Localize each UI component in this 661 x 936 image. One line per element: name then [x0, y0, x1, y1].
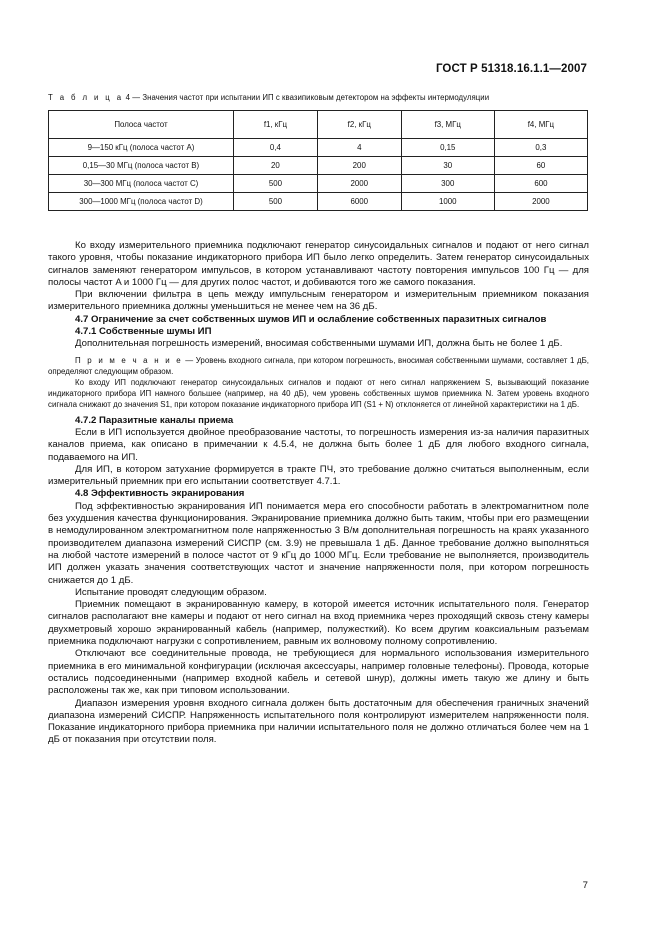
column-header: f3, МГц: [401, 111, 494, 139]
note-paragraph: Ко входу ИП подключают генератор синусоидальных сигналов и подают от него сигнал напряжением S, вызывающий показание индикаторного прибора ИП намного большее (например, на 40 дБ), чем уровень собственных шумов приемника N. Затем уровень входного сигнала снижают до значения S1, при котором показание индикаторного прибора ИП (S1 + N) отклоняется от линейной характеристики на 1 дБ.: [48, 378, 589, 410]
note: [48, 355, 589, 377]
table-cell: 300—1000 МГц (полоса частот D): [49, 193, 234, 211]
section-heading: 4.7 Ограничение за счет собственных шумов ИП и ослабление собственных паразитных сигналов: [75, 313, 547, 325]
note-text: — Уровень входного сигнала, при котором погрешность, вносимая собственными шумами, составляет 1 дБ, определяют следующим образом.: [48, 355, 589, 376]
column-header: f2, кГц: [317, 111, 401, 139]
table-cell: 300: [401, 175, 494, 193]
paragraph: Приемник помещают в экранированную камеру, в которой имеется источник испытательного поля. Генератор сигналов располагают вне камеры и подают от него сигнал на вход приемника через проходящий сквозь стену камеры двухметровый хорошо экранированный кабель (например, полужесткий). Ко всем другим коаксиальным разъемам приемника подключают нагрузки с сопротивлением, равным их волновому полному сопротивлению.: [48, 599, 589, 648]
subsection-heading: 4.7.1 Собственные шумы ИП: [75, 326, 212, 338]
paragraph: Ко входу измерительного приемника подключают генератор синусоидальных сигналов и подают от него сигнал такого уровня, чтобы показание индикаторного прибора ИП было легко определить. Затем генератор синусоидальных сигналов заменяют генератором импульсов, в котором устанавливают частоту повторения импульсов 100 Гц — для полосы частот A и 1000 Гц — для других полос частот, и добиваются того же самого показания.: [48, 240, 589, 288]
table-row: [49, 139, 588, 157]
table-cell: 600: [494, 175, 587, 193]
frequency-table: [48, 110, 588, 211]
table-caption-label: Т а б л и ц а: [48, 93, 124, 102]
table-cell: 200: [317, 157, 401, 175]
document-code: ГОСТ Р 51318.16.1.1—2007: [435, 63, 587, 75]
paragraph: Для ИП, в котором затухание формируется в тракте ПЧ, это требование должно считаться выполненным, если измерительный приемник при его испытании соответствует 4.7.1.: [48, 463, 589, 488]
paragraph: Испытание проводят следующим образом.: [75, 586, 267, 598]
column-header: f4, МГц: [494, 111, 587, 139]
table-cell: 20: [234, 157, 318, 175]
paragraph: Дополнительная погрешность измерений, вносимая собственными шумами ИП, должна быть не более 1 дБ.: [75, 338, 563, 350]
table-cell: 30: [401, 157, 494, 175]
table-row: [49, 175, 588, 193]
page-number: 7: [582, 880, 588, 891]
subsection-heading: 4.7.2 Паразитные каналы приема: [75, 414, 234, 426]
table-cell: 0,15: [401, 139, 494, 157]
table-cell: 500: [234, 193, 318, 211]
note-label: П р и м е ч а н и е: [75, 355, 183, 365]
paragraph: Отключают все соединительные провода, не требующиеся для нормального использования измерительного приемника в его минимальной конфигурации (исключая аксессуары, например головные телефоны). Провода, которые остались подсоединенными (например входной кабель и сетевой шнур), должны иметь такую же длину и быть расположены так же, как при типовом использовании.: [48, 648, 589, 697]
table-row: [49, 193, 588, 211]
table-cell: 1000: [401, 193, 494, 211]
column-header: Полоса частот: [49, 111, 234, 139]
paragraph: Если в ИП используется двойное преобразование частоты, то погрешность измерения из-за наличия паразитных каналов приема, как описано в примечании к 4.5.4, не должна быть более 1 дБ для любого входного сигнала, подаваемого на ИП.: [48, 426, 589, 463]
table-cell: 0,4: [234, 139, 318, 157]
paragraph: Под эффективностью экранирования ИП понимается мера его способности работать в электромагнитном поле без ухудшения качества функционирования. Экранирование приемника должно быть таким, чтобы при его размещении в немодулированном электромагнитном поле напряженностью 3 В/м дополнительная погрешность на краях указанного производителем диапазона измерений СИСПР (см. 3.9) не превышала 1 дБ. Данное требование должно выполняться на любой частоте измерений в полосе частот от 9 кГц до 1000 МГц. Если требование не выполняется, производитель ИП должен указать значения соответствующих частот и значение напряженности поля, при котором погрешность снижается до 1 дБ.: [48, 500, 589, 586]
column-header: f1, кГц: [234, 111, 318, 139]
table-cell: 6000: [317, 193, 401, 211]
table-caption-text: 4 — Значения частот при испытании ИП с квазипиковым детектором на эффекты интермодуляции: [123, 93, 490, 102]
section-heading: 4.8 Эффективность экранирования: [75, 488, 245, 500]
table-cell: 2000: [494, 193, 587, 211]
table-row: [49, 157, 588, 175]
table-caption: [48, 93, 589, 102]
table-header-row: [49, 111, 588, 139]
table-cell: 0,3: [494, 139, 587, 157]
table-cell: 30—300 МГц (полоса частот C): [49, 175, 234, 193]
table-cell: 2000: [317, 175, 401, 193]
paragraph: Диапазон измерения уровня входного сигнала должен быть достаточным для обеспечения граничных значений диапазона измерений СИСПР. Напряженность испытательного поля контролируют измерителем напряженности поля. Показание индикаторного прибора приемника при наличии испытательного поля не должно отличаться более чем на 1 дБ от показания при отсутствии поля.: [48, 697, 589, 746]
table-cell: 4: [317, 139, 401, 157]
table-cell: 9—150 кГц (полоса частот A): [49, 139, 234, 157]
paragraph: При включении фильтра в цепь между импульсным генератором и измерительным приемником показания измерительного приемника должны уменьшиться не менее чем на 36 дБ.: [48, 289, 589, 313]
document-body: [48, 240, 589, 747]
table-cell: 0,15—30 МГц (полоса частот B): [49, 157, 234, 175]
table-cell: 500: [234, 175, 318, 193]
table-cell: 60: [494, 157, 587, 175]
